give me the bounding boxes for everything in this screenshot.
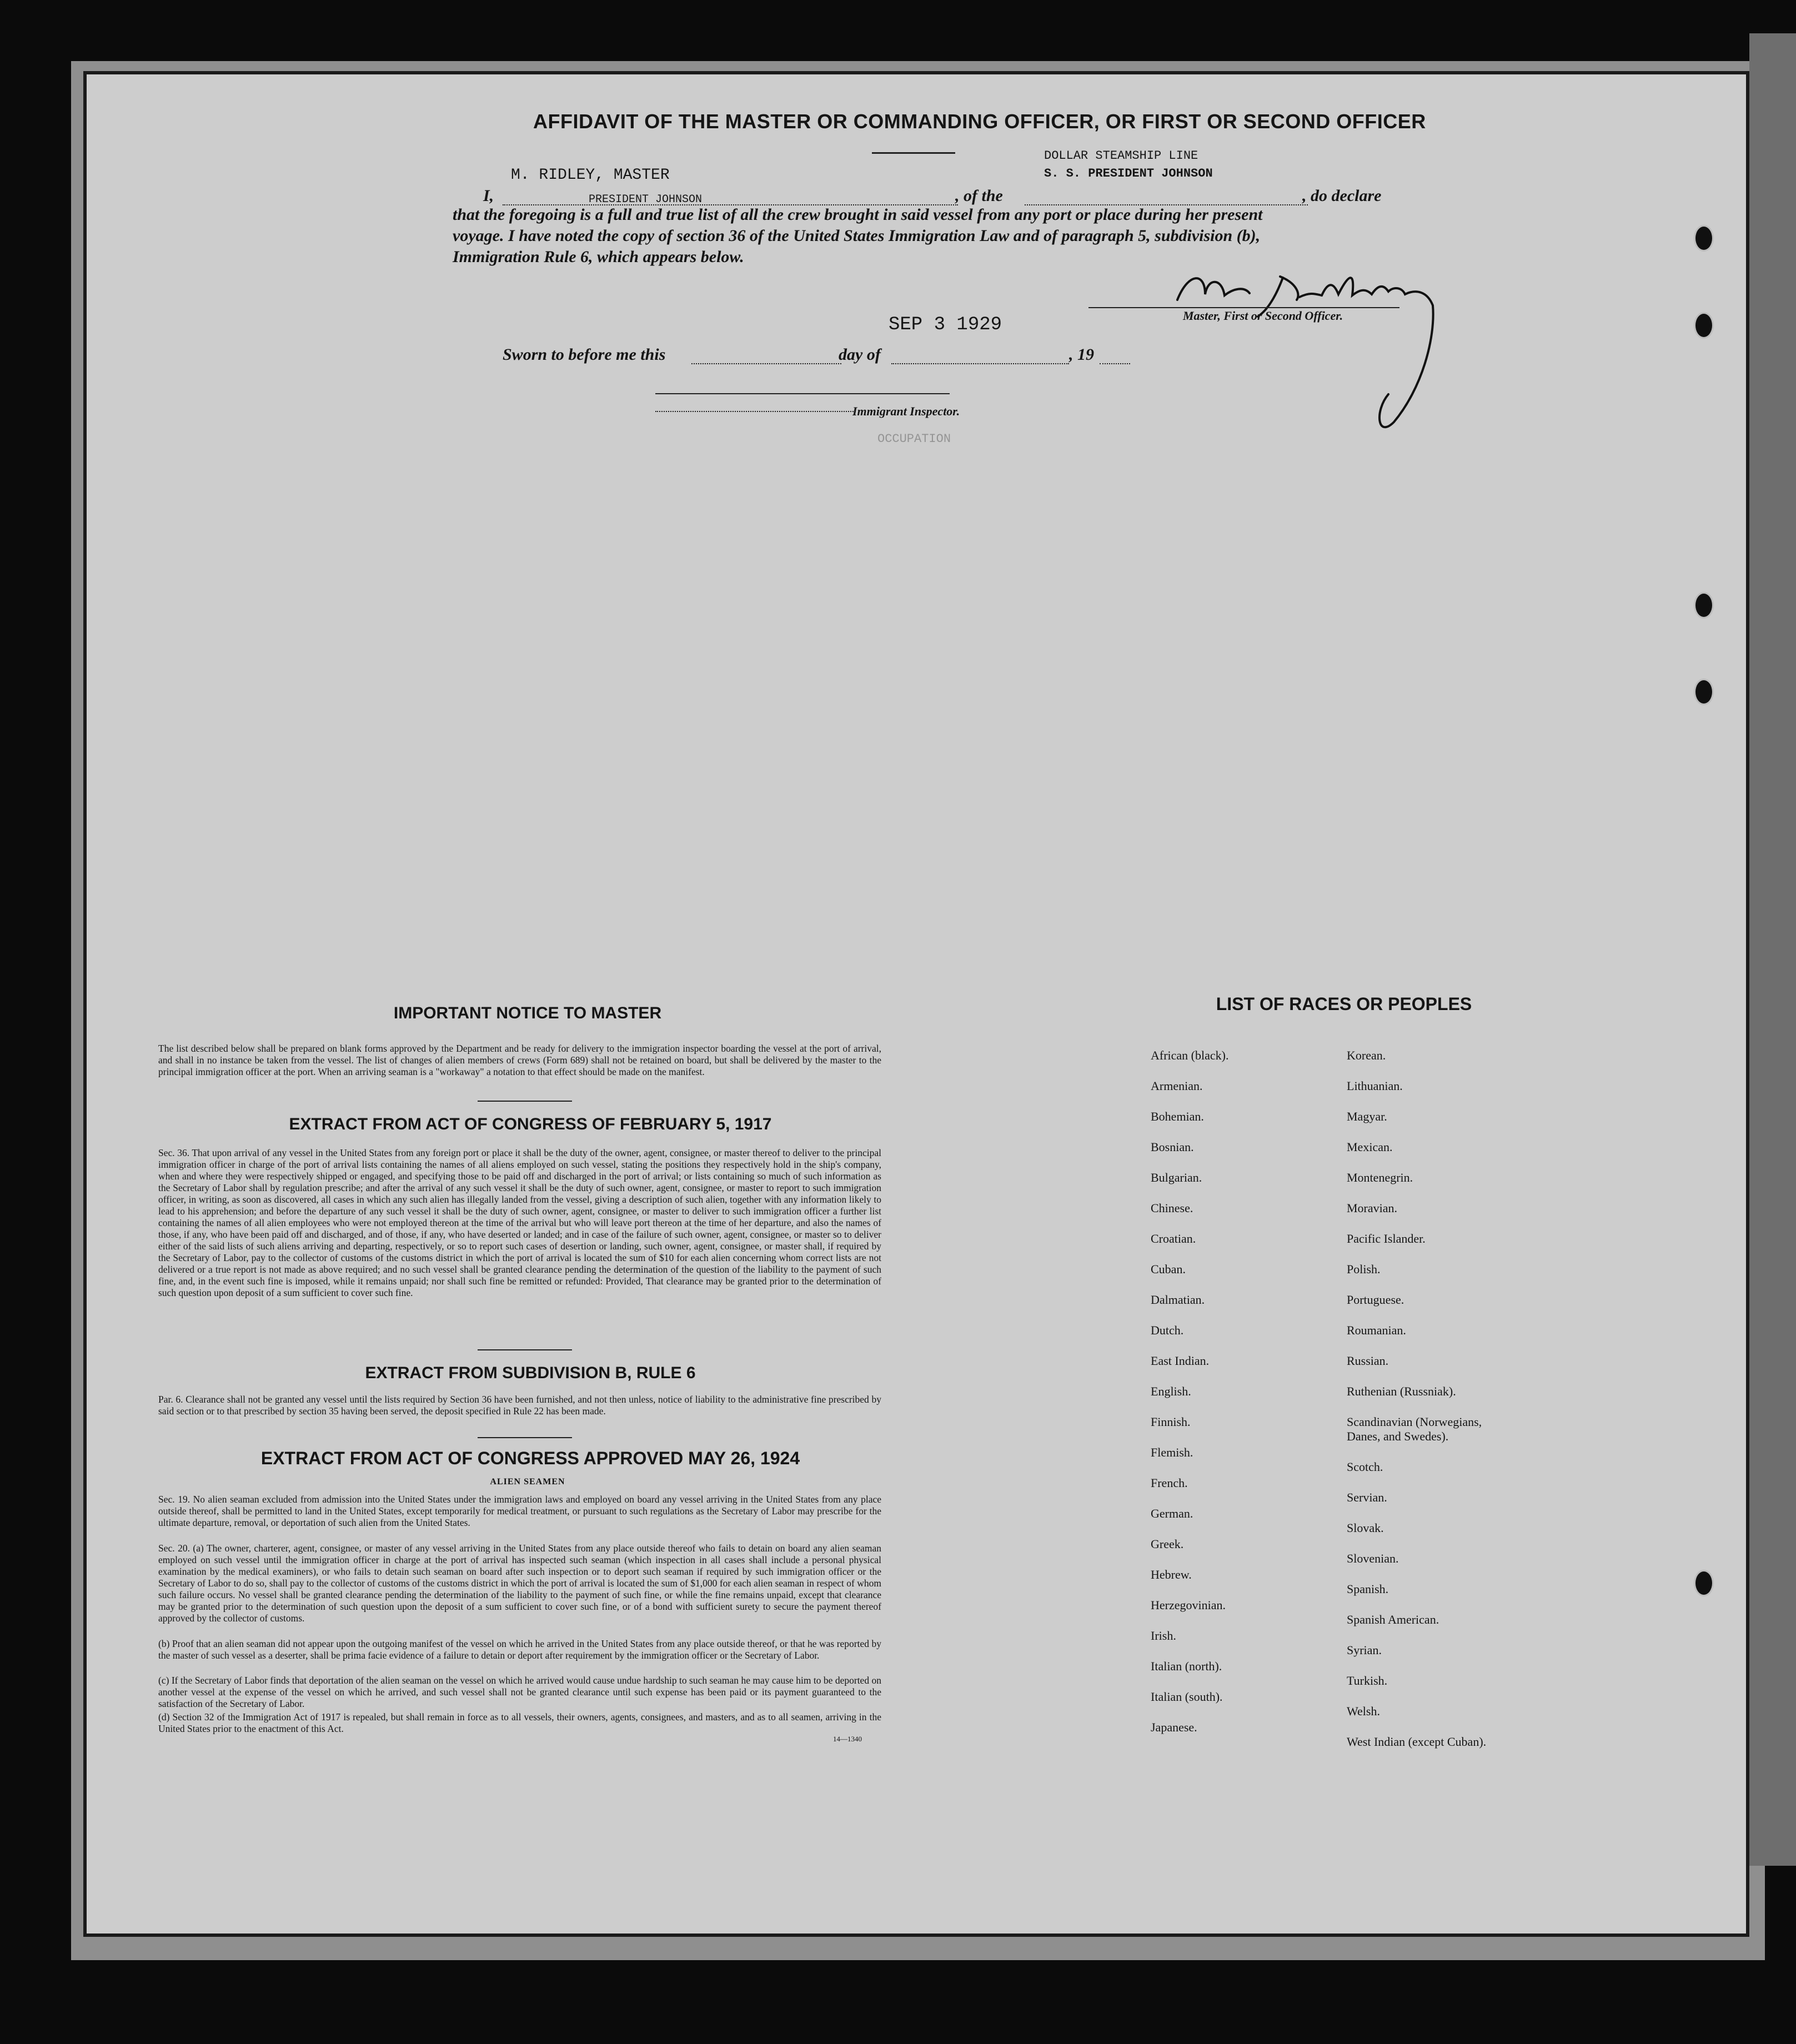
race-entry: Portuguese. [1347, 1293, 1404, 1307]
master-signature [1155, 261, 1466, 439]
race-entry: Bohemian. [1151, 1109, 1204, 1123]
race-entry: Korean. [1347, 1048, 1386, 1062]
race-entry: Turkish. [1347, 1674, 1388, 1688]
of-the-label: , of the [955, 187, 1003, 205]
punch-hole [1694, 592, 1714, 619]
race-entry: Flemish. [1151, 1445, 1193, 1459]
section-divider [478, 1349, 572, 1350]
race-entry: Magyar. [1347, 1109, 1387, 1123]
signature-caption: Master, First or Second Officer. [1183, 309, 1343, 323]
race-entry: Servian. [1347, 1490, 1387, 1504]
extract-1924-sec20c: (c) If the Secretary of Labor finds that deportation of the alien seaman on the vessel on which he arrived would cause undue hardship to such seaman he may cause him to be deported on another vessel at the expense of the vessel on which he arrived, and such vessel shall not be granted clearance until such expense has been paid or its payment guaranteed to the satisfaction of the Secretary of Labor. [158, 1675, 881, 1709]
signature-line [1088, 307, 1399, 308]
extract-1917-heading: EXTRACT FROM ACT OF CONGRESS OF FEBRUARY 5, 1917 [289, 1115, 772, 1133]
extract-1924-sec20a: Sec. 20. (a) The owner, charterer, agent, consignee, or master of any vessel arriving in the United States from any place outside thereof who fails to detain on board any alien seaman employed on such vessel until the immigration officer in charge at the port of arrival has inspected such seaman (which inspection in all cases shall include a personal physical examination by the medical examiners), or who fails to detain such seaman on board after such inspection or to deport such seaman if required by such immigration officer or the Secretary of Labor to do so, shall pay to the collector of customs of the customs district in which the port of arrival is located the sum of $1,000 for each alien seaman in respect of whom such failure occurs. No vessel shall be granted clearance pending the determination of the liability to the payment of such fine, or while the fine remains unpaid, except that clearance may be granted prior to the determination of such question upon the deposit of a sum sufficient to cover such fine, or of a bond with sufficient surety to secure the payment thereof approved by the collector of customs. [158, 1543, 881, 1624]
race-entry: West Indian (except Cuban). [1347, 1735, 1487, 1749]
inspector-label: Immigrant Inspector. [852, 404, 960, 418]
extract-1917-text: Sec. 36. That upon arrival of any vessel in the United States from any foreign port or place it shall be the duty of the owner, agent, consignee, or master thereof to deliver to the principal immigration officer in charge of the port of arrival lists containing the names of all aliens employed on such vessel, stating the positions they respectively hold in the ship's company, when and where they were respectively shipped or engaged, and specifying those to be paid off and discharged in the port of arrival; or lists containing so much of such information as the Secretary of Labor shall by regulation prescribe; and after the arrival of any such vessel it shall be the duty of such owner, agent, consignee, or master to report to such immigration officer, in writing, as soon as discovered, all cases in which any such alien has illegally landed from the vessel, giving a description of such alien, together with any information likely to lead to his apprehension; and before the departure of any such vessel it shall be the duty of such owner, agent, consignee, or master to deliver to such immigration officer a further list containing the names of all alien employees who were not employed thereon at the time of the arrival but who will leave port thereon at the time of her departure, and also the names of those, if any, who have been paid off and discharged, and of those, if any, who have deserted or landed; and in case of the failure of such owner, agent, consignee, or master so to deliver either of the said lists of such aliens arriving and departing, respectively, or so to report such cases of desertion or landing, such owner, agent, consignee, or master shall, if required by the Secretary of Labor, pay to the collector of customs of the customs district in which the port of arrival is located the sum of $10 for each alien concerning whom correct lists are not delivered or a true report is not made as above required; and no such vessel shall be granted clearance pending the determination of the question of the liability to the payment of such fine, and, in the event such fine is imposed, while it remains unpaid; nor shall such fine be remitted or refunded: Provided, That clearance may be granted prior to the determination of such question upon deposit of a sum sufficient to cover such fine. [158, 1147, 881, 1298]
race-entry: Montenegrin. [1347, 1171, 1413, 1184]
extract-rule6-text: Par. 6. Clearance shall not be granted any vessel until the lists required by Section 36 have been furnished, and not then unless, notice of liability to the administrative fine prescribed by said section or to that prescribed by section 35 having been served, the deposit specified in Rule 22 has been made. [158, 1394, 881, 1417]
extract-rule6-heading: EXTRACT FROM SUBDIVISION B, RULE 6 [365, 1364, 696, 1382]
races-right-column [1347, 1048, 1486, 1765]
race-entry: Moravian. [1347, 1201, 1398, 1215]
race-entry: French. [1151, 1476, 1188, 1490]
races-heading: LIST OF RACES OR PEOPLES [1216, 994, 1472, 1014]
notice-heading: IMPORTANT NOTICE TO MASTER [393, 1004, 662, 1022]
race-entry: Cuban. [1151, 1262, 1186, 1276]
date-stamp: SEP 3 1929 [889, 314, 1002, 335]
punch-hole [1694, 225, 1714, 252]
extract-1924-sec20b: (b) Proof that an alien seaman did not appear upon the outgoing manifest of the vessel on which he arrived in the United States from any place outside thereof, or that he was reported by the master of such vessel as a deserter, shall be prima facie evidence of a failure to detain or deport after requirement by the immigration officer or the Secretary of Labor. [158, 1638, 881, 1661]
race-entry: Scotch. [1347, 1460, 1383, 1474]
typed-line-name: DOLLAR STEAMSHIP LINE [1044, 149, 1198, 163]
section-divider [478, 1437, 572, 1438]
race-entry: Welsh. [1347, 1704, 1380, 1718]
race-entry: Danes, and Swedes). [1347, 1429, 1449, 1443]
race-entry: Hebrew. [1151, 1568, 1192, 1581]
typed-master-name: M. RIDLEY, MASTER [511, 167, 670, 184]
do-declare-label: , do declare [1302, 187, 1382, 205]
year-prefix-label: , 19 [1069, 345, 1094, 364]
race-entry: Bosnian. [1151, 1140, 1194, 1154]
sworn-label: Sworn to before me this [503, 345, 666, 364]
race-entry: Armenian. [1151, 1079, 1203, 1093]
section-divider [478, 1101, 572, 1102]
race-entry: Polish. [1347, 1262, 1381, 1276]
affidavit-title: AFFIDAVIT OF THE MASTER OR COMMANDING OFFICER, OR FIRST OR SECOND OFFICER [533, 110, 1426, 133]
race-entry: East Indian. [1151, 1354, 1210, 1368]
affidavit-text-line-2: voyage. I have noted the copy of section 36 of the United States Immigration Law and of paragraph 5, subdivision (b), [453, 227, 1261, 245]
race-entry: Japanese. [1151, 1720, 1197, 1734]
race-entry: Irish. [1151, 1629, 1176, 1643]
bleed-through-text: OCCUPATION [877, 432, 1406, 446]
extract-1924-sec19: Sec. 19. No alien seaman excluded from admission into the United States under the immigration laws and employed on board any vessel arriving in the United States from any place outside thereof, shall be permitted to land in the United States, except temporarily for medical treatment, or pursuant to such regulations as the Secretary of Labor may prescribe for the ultimate departure, removal, or deportation of such alien from the United States. [158, 1494, 881, 1528]
bleed-through-text [1033, 600, 1040, 614]
typed-vessel-name-small: PRESIDENT JOHNSON [589, 193, 703, 206]
typed-ship-name: S. S. PRESIDENT JOHNSON [1044, 167, 1213, 180]
race-entry: Greek. [1151, 1537, 1184, 1551]
race-entry: African (black). [1151, 1048, 1229, 1062]
race-entry: Dalmatian. [1151, 1293, 1205, 1307]
extract-1924-heading: EXTRACT FROM ACT OF CONGRESS APPROVED MAY 26, 1924 [260, 1448, 800, 1468]
race-entry: Dutch. [1151, 1323, 1184, 1337]
race-entry: Russian. [1347, 1354, 1389, 1368]
i-label: I, [483, 187, 494, 205]
races-left-column [1151, 1048, 1228, 1751]
race-entry: Italian (north). [1151, 1659, 1222, 1673]
race-entry: Herzegovinian. [1151, 1598, 1226, 1612]
race-entry: Syrian. [1347, 1643, 1382, 1657]
race-entry: Bulgarian. [1151, 1171, 1202, 1184]
punch-hole [1694, 312, 1714, 339]
race-entry: Lithuanian. [1347, 1079, 1403, 1093]
race-entry: Finnish. [1151, 1415, 1191, 1429]
day-of-label: day of [839, 345, 881, 364]
title-underline [872, 152, 955, 154]
adjacent-page-strip [1749, 33, 1796, 1866]
inspector-line-2 [655, 411, 855, 412]
race-entry: Chinese. [1151, 1201, 1193, 1215]
inspector-line-1 [655, 393, 950, 394]
notice-text: The list described below shall be prepared on blank forms approved by the Department and be ready for delivery to the immigration inspector boarding the vessel at the port of arrival, and shall in no instance be taken from the vessel. The list of changes of alien members of crews (Form 689) shall not be retained on board, but shall be delivered by the master to the principal immigration officer at the port. When an arriving seaman is a "workaway" a notation to that effect should be made on the manifest. [158, 1043, 881, 1077]
race-entry: German. [1151, 1506, 1193, 1520]
alien-seamen-subheading: ALIEN SEAMEN [490, 1477, 565, 1486]
punch-hole [1694, 679, 1714, 705]
race-entry: Mexican. [1347, 1140, 1393, 1154]
race-entry: Slovenian. [1347, 1551, 1399, 1565]
affidavit-text-line-1: that the foregoing is a full and true list of all the crew brought in said vessel from any port or place during her present [453, 205, 1263, 224]
race-entry: Ruthenian (Russniak). [1347, 1384, 1456, 1398]
sworn-month-line [891, 363, 1069, 364]
race-entry: Roumanian. [1347, 1323, 1406, 1337]
race-entry: Scandinavian (Norwegians, [1347, 1415, 1482, 1429]
race-entry: Spanish American. [1347, 1613, 1439, 1626]
race-entry: Slovak. [1347, 1521, 1384, 1535]
race-entry: Spanish. [1347, 1582, 1389, 1596]
race-entry: Pacific Islander. [1347, 1232, 1426, 1246]
extract-1924-sec20d: (d) Section 32 of the Immigration Act of 1917 is repealed, but shall remain in force as to all vessels, their owners, agents, consignees, and masters, and as to all seamen, arriving in the United States prior to the enactment of this Act. [158, 1711, 881, 1734]
race-entry: Croatian. [1151, 1232, 1196, 1246]
affidavit-text-line-3: Immigration Rule 6, which appears below. [453, 248, 744, 266]
form-number: 14—1340 [833, 1735, 862, 1743]
sworn-day-line [691, 363, 841, 364]
punch-hole [1694, 1570, 1714, 1596]
sworn-year-line [1100, 363, 1130, 364]
race-entry: Italian (south). [1151, 1690, 1223, 1704]
race-entry: English. [1151, 1384, 1191, 1398]
